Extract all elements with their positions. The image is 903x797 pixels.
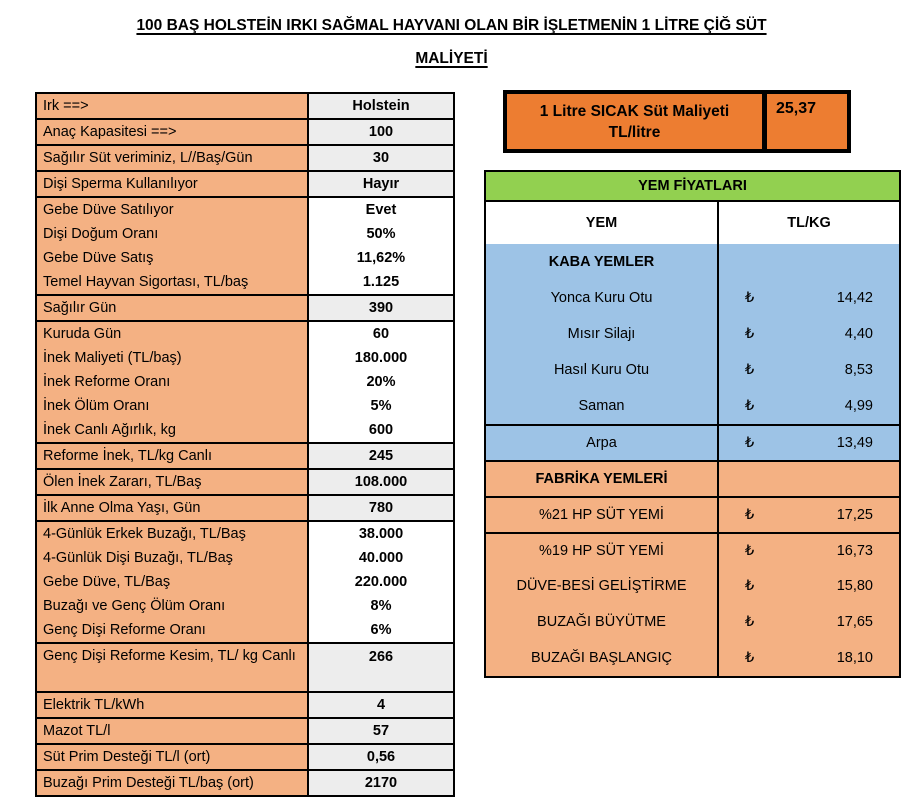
row-value-cell[interactable]: 60 bbox=[309, 322, 453, 346]
price-value: 4,99 bbox=[844, 398, 873, 414]
lira-symbol: ₺ bbox=[745, 362, 755, 378]
row-value-cell[interactable]: 220.000 bbox=[309, 570, 453, 594]
lira-symbol: ₺ bbox=[745, 650, 755, 666]
row-value-cell[interactable]: 2170 bbox=[309, 771, 453, 795]
row-value-cell[interactable]: 390 bbox=[309, 296, 453, 320]
row-label: Sağılır Süt veriminiz, L//Baş/Gün bbox=[37, 146, 309, 170]
row-value-cell[interactable]: 8% bbox=[309, 594, 453, 618]
row-label: İnek Canlı Ağırlık, kg bbox=[37, 418, 309, 442]
row-label: Gebe Düve Satılıyor bbox=[37, 198, 309, 222]
feed-item-row bbox=[486, 604, 899, 640]
row-label: Reforme İnek, TL/kg Canlı bbox=[37, 444, 309, 468]
table-row bbox=[37, 346, 453, 370]
price-value: 16,73 bbox=[836, 543, 873, 559]
feed-name-cell: %19 HP SÜT YEMİ bbox=[486, 534, 719, 568]
feed-table-body bbox=[486, 244, 899, 676]
table-row bbox=[37, 546, 453, 570]
feed-price-cell[interactable] bbox=[719, 426, 899, 460]
row-label: Gebe Düve, TL/Baş bbox=[37, 570, 309, 594]
table-row bbox=[37, 196, 453, 222]
table-row bbox=[37, 320, 453, 346]
table-row bbox=[37, 118, 453, 144]
table-row bbox=[37, 494, 453, 520]
feed-price-cell[interactable] bbox=[719, 388, 899, 424]
row-label: Mazot TL/l bbox=[37, 719, 309, 743]
table-row bbox=[37, 418, 453, 442]
feed-name-cell: DÜVE-BESİ GELİŞTİRME bbox=[486, 568, 719, 604]
feed-name-cell: KABA YEMLER bbox=[486, 244, 719, 280]
feed-name-cell: BUZAĞI BAŞLANGIÇ bbox=[486, 640, 719, 676]
table-row bbox=[37, 570, 453, 594]
row-value-cell[interactable]: 57 bbox=[309, 719, 453, 743]
row-value-cell[interactable]: 108.000 bbox=[309, 470, 453, 494]
feed-item-row bbox=[486, 532, 899, 568]
row-label: Genç Dişi Reforme Kesim, TL/ kg Canlı bbox=[37, 644, 309, 691]
price-value: 8,53 bbox=[844, 362, 873, 378]
lira-symbol: ₺ bbox=[745, 290, 755, 306]
row-label: İnek Maliyeti (TL/baş) bbox=[37, 346, 309, 370]
row-value-cell[interactable]: 20% bbox=[309, 370, 453, 394]
feed-name-cell: FABRİKA YEMLERİ bbox=[486, 462, 719, 496]
row-label: Buzağı ve Genç Ölüm Oranı bbox=[37, 594, 309, 618]
table-row bbox=[37, 394, 453, 418]
table-row bbox=[37, 222, 453, 246]
hot-milk-cost-value[interactable]: 25,37 bbox=[776, 100, 817, 117]
feed-item-row bbox=[486, 424, 899, 460]
table-row bbox=[37, 691, 453, 717]
row-value-cell[interactable]: Hayır bbox=[309, 172, 453, 196]
feed-name-cell: BUZAĞI BÜYÜTME bbox=[486, 604, 719, 640]
feed-price-cell[interactable] bbox=[719, 604, 899, 640]
feed-item-row bbox=[486, 640, 899, 676]
row-label: Dişi Sperma Kullanılıyor bbox=[37, 172, 309, 196]
price-value: 18,10 bbox=[836, 650, 873, 666]
lira-symbol: ₺ bbox=[745, 435, 755, 451]
feed-name-cell: %21 HP SÜT YEMİ bbox=[486, 498, 719, 532]
row-value-cell[interactable]: 0,56 bbox=[309, 745, 453, 769]
table-row bbox=[37, 468, 453, 494]
table-row bbox=[37, 717, 453, 743]
feed-section-row bbox=[486, 244, 899, 280]
feed-col-header-tlkg: TL/KG bbox=[787, 215, 831, 231]
row-value-cell[interactable]: 266 bbox=[309, 644, 453, 691]
feed-name-cell: Yonca Kuru Otu bbox=[486, 280, 719, 316]
row-value-cell[interactable]: Holstein bbox=[309, 94, 453, 118]
row-value-cell[interactable]: 180.000 bbox=[309, 346, 453, 370]
table-row bbox=[37, 246, 453, 270]
feed-item-row bbox=[486, 496, 899, 532]
feed-price-cell[interactable] bbox=[719, 640, 899, 676]
page-title-line1: 100 BAŞ HOLSTEİN IRKI SAĞMAL HAYVANI OLAN BİR İŞLETMENİN 1 LİTRE ÇİĞ SÜT bbox=[136, 17, 767, 34]
row-label: Kuruda Gün bbox=[37, 322, 309, 346]
price-value: 17,65 bbox=[836, 614, 873, 630]
row-label: Dişi Doğum Oranı bbox=[37, 222, 309, 246]
row-value-cell[interactable]: 4 bbox=[309, 693, 453, 717]
price-value: 4,40 bbox=[844, 326, 873, 342]
feed-item-row bbox=[486, 352, 899, 388]
feed-price-cell[interactable] bbox=[719, 498, 899, 532]
lira-symbol: ₺ bbox=[745, 614, 755, 630]
table-row bbox=[37, 642, 453, 691]
table-row bbox=[37, 618, 453, 642]
row-label: Irk ==> bbox=[37, 94, 309, 118]
row-value-cell[interactable]: 600 bbox=[309, 418, 453, 442]
table-row bbox=[37, 94, 453, 118]
lira-symbol: ₺ bbox=[745, 398, 755, 414]
row-value-cell[interactable]: 780 bbox=[309, 496, 453, 520]
table-row bbox=[37, 442, 453, 468]
feed-section-row bbox=[486, 460, 899, 496]
row-label: Buzağı Prim Desteği TL/baş (ort) bbox=[37, 771, 309, 795]
row-value-cell[interactable]: 38.000 bbox=[309, 522, 453, 546]
feed-table-header bbox=[486, 202, 899, 244]
feed-item-row bbox=[486, 316, 899, 352]
feed-price-cell[interactable] bbox=[719, 352, 899, 388]
price-value: 15,80 bbox=[836, 578, 873, 594]
table-row bbox=[37, 743, 453, 769]
page-title bbox=[0, 9, 903, 75]
price-value: 17,25 bbox=[836, 507, 873, 523]
feed-name-cell: Hasıl Kuru Otu bbox=[486, 352, 719, 388]
row-value-cell[interactable]: 1.125 bbox=[309, 270, 453, 294]
row-label: İnek Reforme Oranı bbox=[37, 370, 309, 394]
row-label: 4-Günlük Erkek Buzağı, TL/Baş bbox=[37, 522, 309, 546]
table-row bbox=[37, 594, 453, 618]
feed-prices-title: YEM FİYATLARI bbox=[486, 172, 899, 202]
row-label: Elektrik TL/kWh bbox=[37, 693, 309, 717]
feed-price-cell[interactable] bbox=[719, 280, 899, 316]
row-label: Anaç Kapasitesi ==> bbox=[37, 120, 309, 144]
row-value-cell[interactable]: 30 bbox=[309, 146, 453, 170]
table-row bbox=[37, 520, 453, 546]
hot-milk-cost-label: 1 Litre SICAK Süt Maliyeti TL/litre bbox=[507, 94, 767, 149]
table-row bbox=[37, 270, 453, 294]
feed-price-cell[interactable] bbox=[719, 568, 899, 604]
row-value-cell[interactable]: 245 bbox=[309, 444, 453, 468]
lira-symbol: ₺ bbox=[745, 507, 755, 523]
hot-milk-cost-box bbox=[503, 90, 851, 153]
row-label: Gebe Düve Satış bbox=[37, 246, 309, 270]
table-row bbox=[37, 370, 453, 394]
row-label: Sağılır Gün bbox=[37, 296, 309, 320]
row-value-cell[interactable]: 50% bbox=[309, 222, 453, 246]
row-label: 4-Günlük Dişi Buzağı, TL/Baş bbox=[37, 546, 309, 570]
feed-prices-table bbox=[484, 170, 901, 678]
table-row bbox=[37, 294, 453, 320]
feed-name-cell: Saman bbox=[486, 388, 719, 424]
feed-price-cell[interactable] bbox=[719, 316, 899, 352]
feed-price-cell[interactable] bbox=[719, 244, 899, 280]
row-label: Süt Prim Desteği TL/l (ort) bbox=[37, 745, 309, 769]
input-table bbox=[35, 92, 455, 797]
page-title-line2: MALİYETİ bbox=[415, 50, 488, 67]
feed-item-row bbox=[486, 388, 899, 424]
table-row bbox=[37, 769, 453, 795]
row-label: Genç Dişi Reforme Oranı bbox=[37, 618, 309, 642]
feed-item-row bbox=[486, 280, 899, 316]
row-label: İnek Ölüm Oranı bbox=[37, 394, 309, 418]
price-value: 13,49 bbox=[836, 435, 873, 451]
lira-symbol: ₺ bbox=[745, 578, 755, 594]
row-label: Ölen İnek Zararı, TL/Baş bbox=[37, 470, 309, 494]
row-value-cell[interactable]: 5% bbox=[309, 394, 453, 418]
row-value-cell[interactable]: Evet bbox=[309, 198, 453, 222]
row-value-cell[interactable]: 100 bbox=[309, 120, 453, 144]
feed-name-cell: Arpa bbox=[486, 426, 719, 460]
row-value-cell[interactable]: 11,62% bbox=[309, 246, 453, 270]
row-label: Temel Hayvan Sigortası, TL/baş bbox=[37, 270, 309, 294]
feed-col-header-yem: YEM bbox=[486, 202, 719, 244]
price-value: 14,42 bbox=[836, 290, 873, 306]
feed-price-cell[interactable] bbox=[719, 462, 899, 496]
row-value-cell[interactable]: 6% bbox=[309, 618, 453, 642]
row-label: İlk Anne Olma Yaşı, Gün bbox=[37, 496, 309, 520]
table-row bbox=[37, 144, 453, 170]
feed-price-cell[interactable] bbox=[719, 534, 899, 568]
lira-symbol: ₺ bbox=[745, 326, 755, 342]
feed-name-cell: Mısır Silajı bbox=[486, 316, 719, 352]
row-value-cell[interactable]: 40.000 bbox=[309, 546, 453, 570]
feed-item-row bbox=[486, 568, 899, 604]
table-row bbox=[37, 170, 453, 196]
lira-symbol: ₺ bbox=[745, 543, 755, 559]
